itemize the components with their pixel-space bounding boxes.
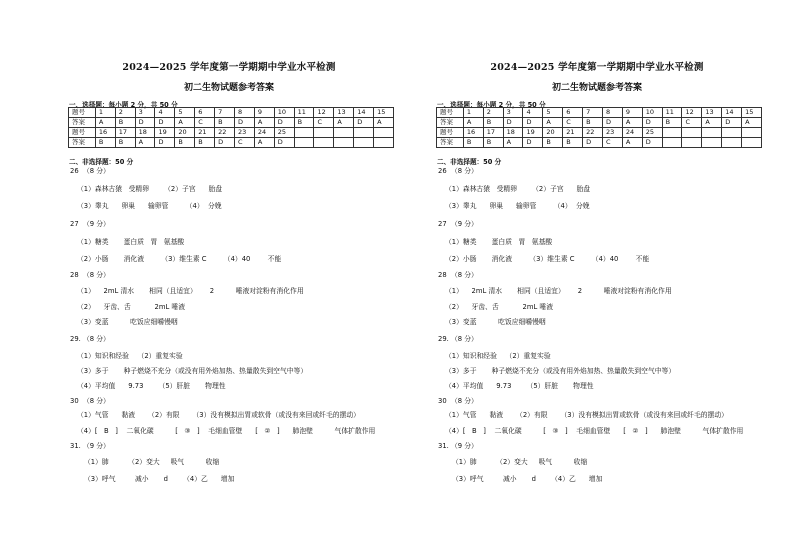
table-cell — [662, 128, 682, 138]
table-cell: 7 — [583, 108, 603, 118]
table-row-header: 答案 — [437, 138, 464, 148]
table-row-header: 题号 — [69, 108, 96, 118]
table-cell: D — [155, 118, 175, 128]
answer-line: （1）气管 黏液 （2）有限 （3）没有模拟出胃或软骨（或没有来回或纤毛的摆动） — [445, 411, 728, 419]
table-cell: 7 — [215, 108, 235, 118]
table-row — [437, 138, 762, 148]
table-cell: 23 — [602, 128, 622, 138]
answer-line: 29. （8 分） — [438, 335, 478, 343]
table-row — [69, 118, 394, 128]
table-cell: B — [583, 118, 603, 128]
table-cell: 22 — [215, 128, 235, 138]
document-title: 2024—2025 学年度第一学期期中学业水平检测 — [122, 62, 336, 73]
table-cell: 16 — [95, 128, 115, 138]
table-row — [437, 108, 762, 118]
table-cell: A — [254, 118, 274, 128]
table-cell: 6 — [195, 108, 215, 118]
table-cell: D — [523, 138, 543, 148]
table-cell: 5 — [175, 108, 195, 118]
answer-line: 31. （9 分） — [438, 442, 478, 450]
answer-line: （3）呼气 减小 d （4）乙 增加 — [452, 475, 603, 483]
answer-line: （3）睾丸 卵巢 输卵管 （4） 分娩 — [445, 202, 590, 210]
table-cell: A — [742, 118, 762, 128]
table-cell: B — [215, 118, 235, 128]
answer-line: （4）平均值 9.73 （5）肝脏 物理性 — [445, 382, 594, 390]
table-cell: D — [642, 138, 662, 148]
table-cell: 1 — [95, 108, 115, 118]
document-subtitle: 初二生物试题参考答案 — [551, 83, 642, 93]
table-cell: B — [483, 138, 503, 148]
table-cell: B — [175, 138, 195, 148]
table-cell: D — [155, 138, 175, 148]
answer-line: （1）森林古猿 受精卵 （2）子宫 胎盘 — [77, 185, 223, 193]
table-cell: 12 — [314, 108, 334, 118]
answer-line: （3）呼气 减小 d （4）乙 增加 — [84, 475, 235, 483]
answer-line: （2）小肠 消化液 （3）维生素 C （4）40 不能 — [77, 255, 282, 263]
answer-line: （1）知识和经验 （2）重复实验 — [77, 352, 183, 360]
table-cell: 8 — [602, 108, 622, 118]
answer-line: 30 （8 分） — [438, 397, 478, 405]
table-cell: 11 — [662, 108, 682, 118]
table-cell: 9 — [622, 108, 642, 118]
answer-line: （1）森林古猿 受精卵 （2）子宫 胎盘 — [445, 185, 591, 193]
answer-line: （1）气管 黏液 （2）有限 （3）没有模拟出胃或软骨（或没有来回或纤毛的摆动） — [77, 411, 360, 419]
answer-line: 31. （9 分） — [70, 442, 110, 450]
table-cell — [334, 138, 354, 148]
table-cell: 4 — [155, 108, 175, 118]
table-cell: A — [135, 138, 155, 148]
table-cell: C — [563, 118, 583, 128]
table-cell — [722, 138, 742, 148]
table-cell: 12 — [682, 108, 702, 118]
table-cell: 19 — [523, 128, 543, 138]
answer-line: （4）[ B ] 二氧化碳 [ ③ ] 毛细血管壁 [ ② ] 肺泡壁 气体扩散作用 — [445, 427, 744, 435]
table-cell — [662, 138, 682, 148]
table-cell: 6 — [563, 108, 583, 118]
document-title: 2024—2025 学年度第一学期期中学业水平检测 — [490, 62, 704, 73]
table-cell: 25 — [274, 128, 294, 138]
table-cell: D — [274, 118, 294, 128]
answer-line: 27 （9 分） — [438, 220, 478, 228]
table-cell: D — [135, 118, 155, 128]
table-cell: 23 — [234, 128, 254, 138]
table-cell: 21 — [195, 128, 215, 138]
answer-line: （1）糖类 蛋白质 胃 氨基酸 — [445, 238, 553, 246]
table-cell: 10 — [642, 108, 662, 118]
answer-line: （4）[ B ] 二氧化碳 [ ③ ] 毛细血管壁 [ ② ] 肺泡壁 气体扩散作用 — [77, 427, 376, 435]
table-cell: 21 — [563, 128, 583, 138]
answer-line: （2） 牙齿、舌 2mL 唾液 — [445, 303, 553, 311]
table-cell: 15 — [374, 108, 394, 118]
table-cell: A — [622, 118, 642, 128]
table-cell — [702, 128, 722, 138]
table-cell: D — [274, 138, 294, 148]
answer-line: （3）多于 种子燃烧不充分（或没有用外焰加热、热量散失到空气中等） — [445, 367, 676, 375]
table-row — [69, 108, 394, 118]
table-cell: D — [234, 118, 254, 128]
table-cell: 24 — [254, 128, 274, 138]
table-cell: 15 — [742, 108, 762, 118]
table-cell — [742, 128, 762, 138]
table-cell: C — [234, 138, 254, 148]
answer-line: （3）多于 种子燃烧不充分（或没有用外焰加热、热量散失到空气中等） — [77, 367, 308, 375]
section-non-choice: 二、非选择题：50 分 — [437, 158, 502, 166]
answer-line: 28 （8 分） — [438, 271, 478, 279]
table-cell: 5 — [543, 108, 563, 118]
table-cell: 4 — [523, 108, 543, 118]
table-cell: D — [503, 118, 523, 128]
table-cell: 22 — [583, 128, 603, 138]
table-cell: 2 — [115, 108, 135, 118]
table-cell — [682, 128, 702, 138]
table-cell: 14 — [354, 108, 374, 118]
table-cell: D — [722, 118, 742, 128]
table-row-header: 答案 — [69, 138, 96, 148]
answer-line: （1） 2mL 清水 相同（且适宜） 2 唾液对淀粉有消化作用 — [77, 287, 304, 295]
table-cell: A — [503, 138, 523, 148]
answer-line: （1）肺 （2）变大 吸气 收缩 — [452, 458, 588, 466]
table-cell — [702, 138, 722, 148]
table-cell — [314, 138, 334, 148]
answer-line: （2） 牙齿、舌 2mL 唾液 — [77, 303, 185, 311]
table-cell: D — [602, 118, 622, 128]
table-cell: 13 — [702, 108, 722, 118]
table-cell: D — [583, 138, 603, 148]
table-cell: B — [195, 138, 215, 148]
answer-line: （2）小肠 消化液 （3）维生素 C （4）40 不能 — [445, 255, 650, 263]
table-row — [437, 128, 762, 138]
answer-line: （1）肺 （2）变大 吸气 收缩 — [84, 458, 220, 466]
table-cell — [294, 138, 314, 148]
answer-table — [436, 107, 762, 148]
table-row-header: 答案 — [69, 118, 96, 128]
table-cell: A — [254, 138, 274, 148]
table-cell: C — [195, 118, 215, 128]
table-cell: 20 — [543, 128, 563, 138]
table-cell — [354, 138, 374, 148]
table-cell: 24 — [622, 128, 642, 138]
answer-line: （1）知识和经验 （2）重复实验 — [445, 352, 551, 360]
table-cell: 16 — [463, 128, 483, 138]
table-cell: 3 — [135, 108, 155, 118]
table-cell: A — [463, 118, 483, 128]
table-cell: 19 — [155, 128, 175, 138]
answer-sheet-left — [64, 0, 394, 550]
table-cell — [354, 128, 374, 138]
table-cell — [294, 128, 314, 138]
table-row — [69, 128, 394, 138]
answer-line: （3）睾丸 卵巢 输卵管 （4） 分娩 — [77, 202, 222, 210]
table-row — [69, 138, 394, 148]
answer-line: 26 （8 分） — [438, 167, 478, 175]
table-row-header: 题号 — [437, 128, 464, 138]
table-cell — [682, 138, 702, 148]
table-cell: C — [314, 118, 334, 128]
table-cell: B — [95, 138, 115, 148]
answer-line: （4）平均值 9.73 （5）肝脏 物理性 — [77, 382, 226, 390]
table-cell: B — [294, 118, 314, 128]
table-cell: 18 — [135, 128, 155, 138]
answer-table — [68, 107, 394, 148]
table-cell: D — [642, 118, 662, 128]
table-cell: A — [334, 118, 354, 128]
section-multiple-choice: 一、选择题：每小题 2 分，共 50 分 — [437, 101, 546, 109]
table-cell: A — [622, 138, 642, 148]
table-cell: A — [702, 118, 722, 128]
table-cell: 18 — [503, 128, 523, 138]
table-cell: B — [463, 138, 483, 148]
table-cell — [742, 138, 762, 148]
answer-line: （3）变蓝 吃饭应细嚼慢咽 — [77, 318, 178, 326]
answer-line: 28 （8 分） — [70, 271, 110, 279]
table-row-header: 题号 — [69, 128, 96, 138]
table-cell: 14 — [722, 108, 742, 118]
table-cell: B — [115, 138, 135, 148]
table-cell: 8 — [234, 108, 254, 118]
table-cell: A — [95, 118, 115, 128]
table-cell: C — [682, 118, 702, 128]
table-cell — [374, 128, 394, 138]
section-multiple-choice: 一、选择题：每小题 2 分，共 50 分 — [69, 101, 178, 109]
table-row-header: 题号 — [437, 108, 464, 118]
document-subtitle: 初二生物试题参考答案 — [183, 83, 274, 93]
table-cell: D — [354, 118, 374, 128]
table-row — [437, 118, 762, 128]
table-cell: C — [602, 138, 622, 148]
table-cell: B — [115, 118, 135, 128]
answer-line: （1） 2mL 清水 相同（且适宜） 2 唾液对淀粉有消化作用 — [445, 287, 672, 295]
answer-line: 26 （8 分） — [70, 167, 110, 175]
section-non-choice: 二、非选择题：50 分 — [69, 158, 134, 166]
table-cell — [374, 138, 394, 148]
table-cell: 13 — [334, 108, 354, 118]
table-cell: B — [543, 138, 563, 148]
table-cell: 2 — [483, 108, 503, 118]
table-cell — [334, 128, 354, 138]
table-cell: 9 — [254, 108, 274, 118]
table-cell: B — [483, 118, 503, 128]
answer-line: （1）糖类 蛋白质 胃 氨基酸 — [77, 238, 185, 246]
table-cell: B — [563, 138, 583, 148]
table-cell: 10 — [274, 108, 294, 118]
table-cell — [722, 128, 742, 138]
table-cell: A — [175, 118, 195, 128]
table-cell: 20 — [175, 128, 195, 138]
answer-line: 30 （8 分） — [70, 397, 110, 405]
table-cell: 1 — [463, 108, 483, 118]
table-cell: 25 — [642, 128, 662, 138]
table-cell: 17 — [115, 128, 135, 138]
table-cell — [314, 128, 334, 138]
table-cell: 3 — [503, 108, 523, 118]
answer-line: （3）变蓝 吃饭应细嚼慢咽 — [445, 318, 546, 326]
table-cell: 17 — [483, 128, 503, 138]
table-cell: D — [215, 138, 235, 148]
answer-line: 27 （9 分） — [70, 220, 110, 228]
table-cell: A — [543, 118, 563, 128]
table-cell: B — [662, 118, 682, 128]
answer-sheet-right — [432, 0, 762, 550]
table-cell: A — [374, 118, 394, 128]
answer-line: 29. （8 分） — [70, 335, 110, 343]
table-row-header: 答案 — [437, 118, 464, 128]
table-cell: D — [523, 118, 543, 128]
table-cell: 11 — [294, 108, 314, 118]
